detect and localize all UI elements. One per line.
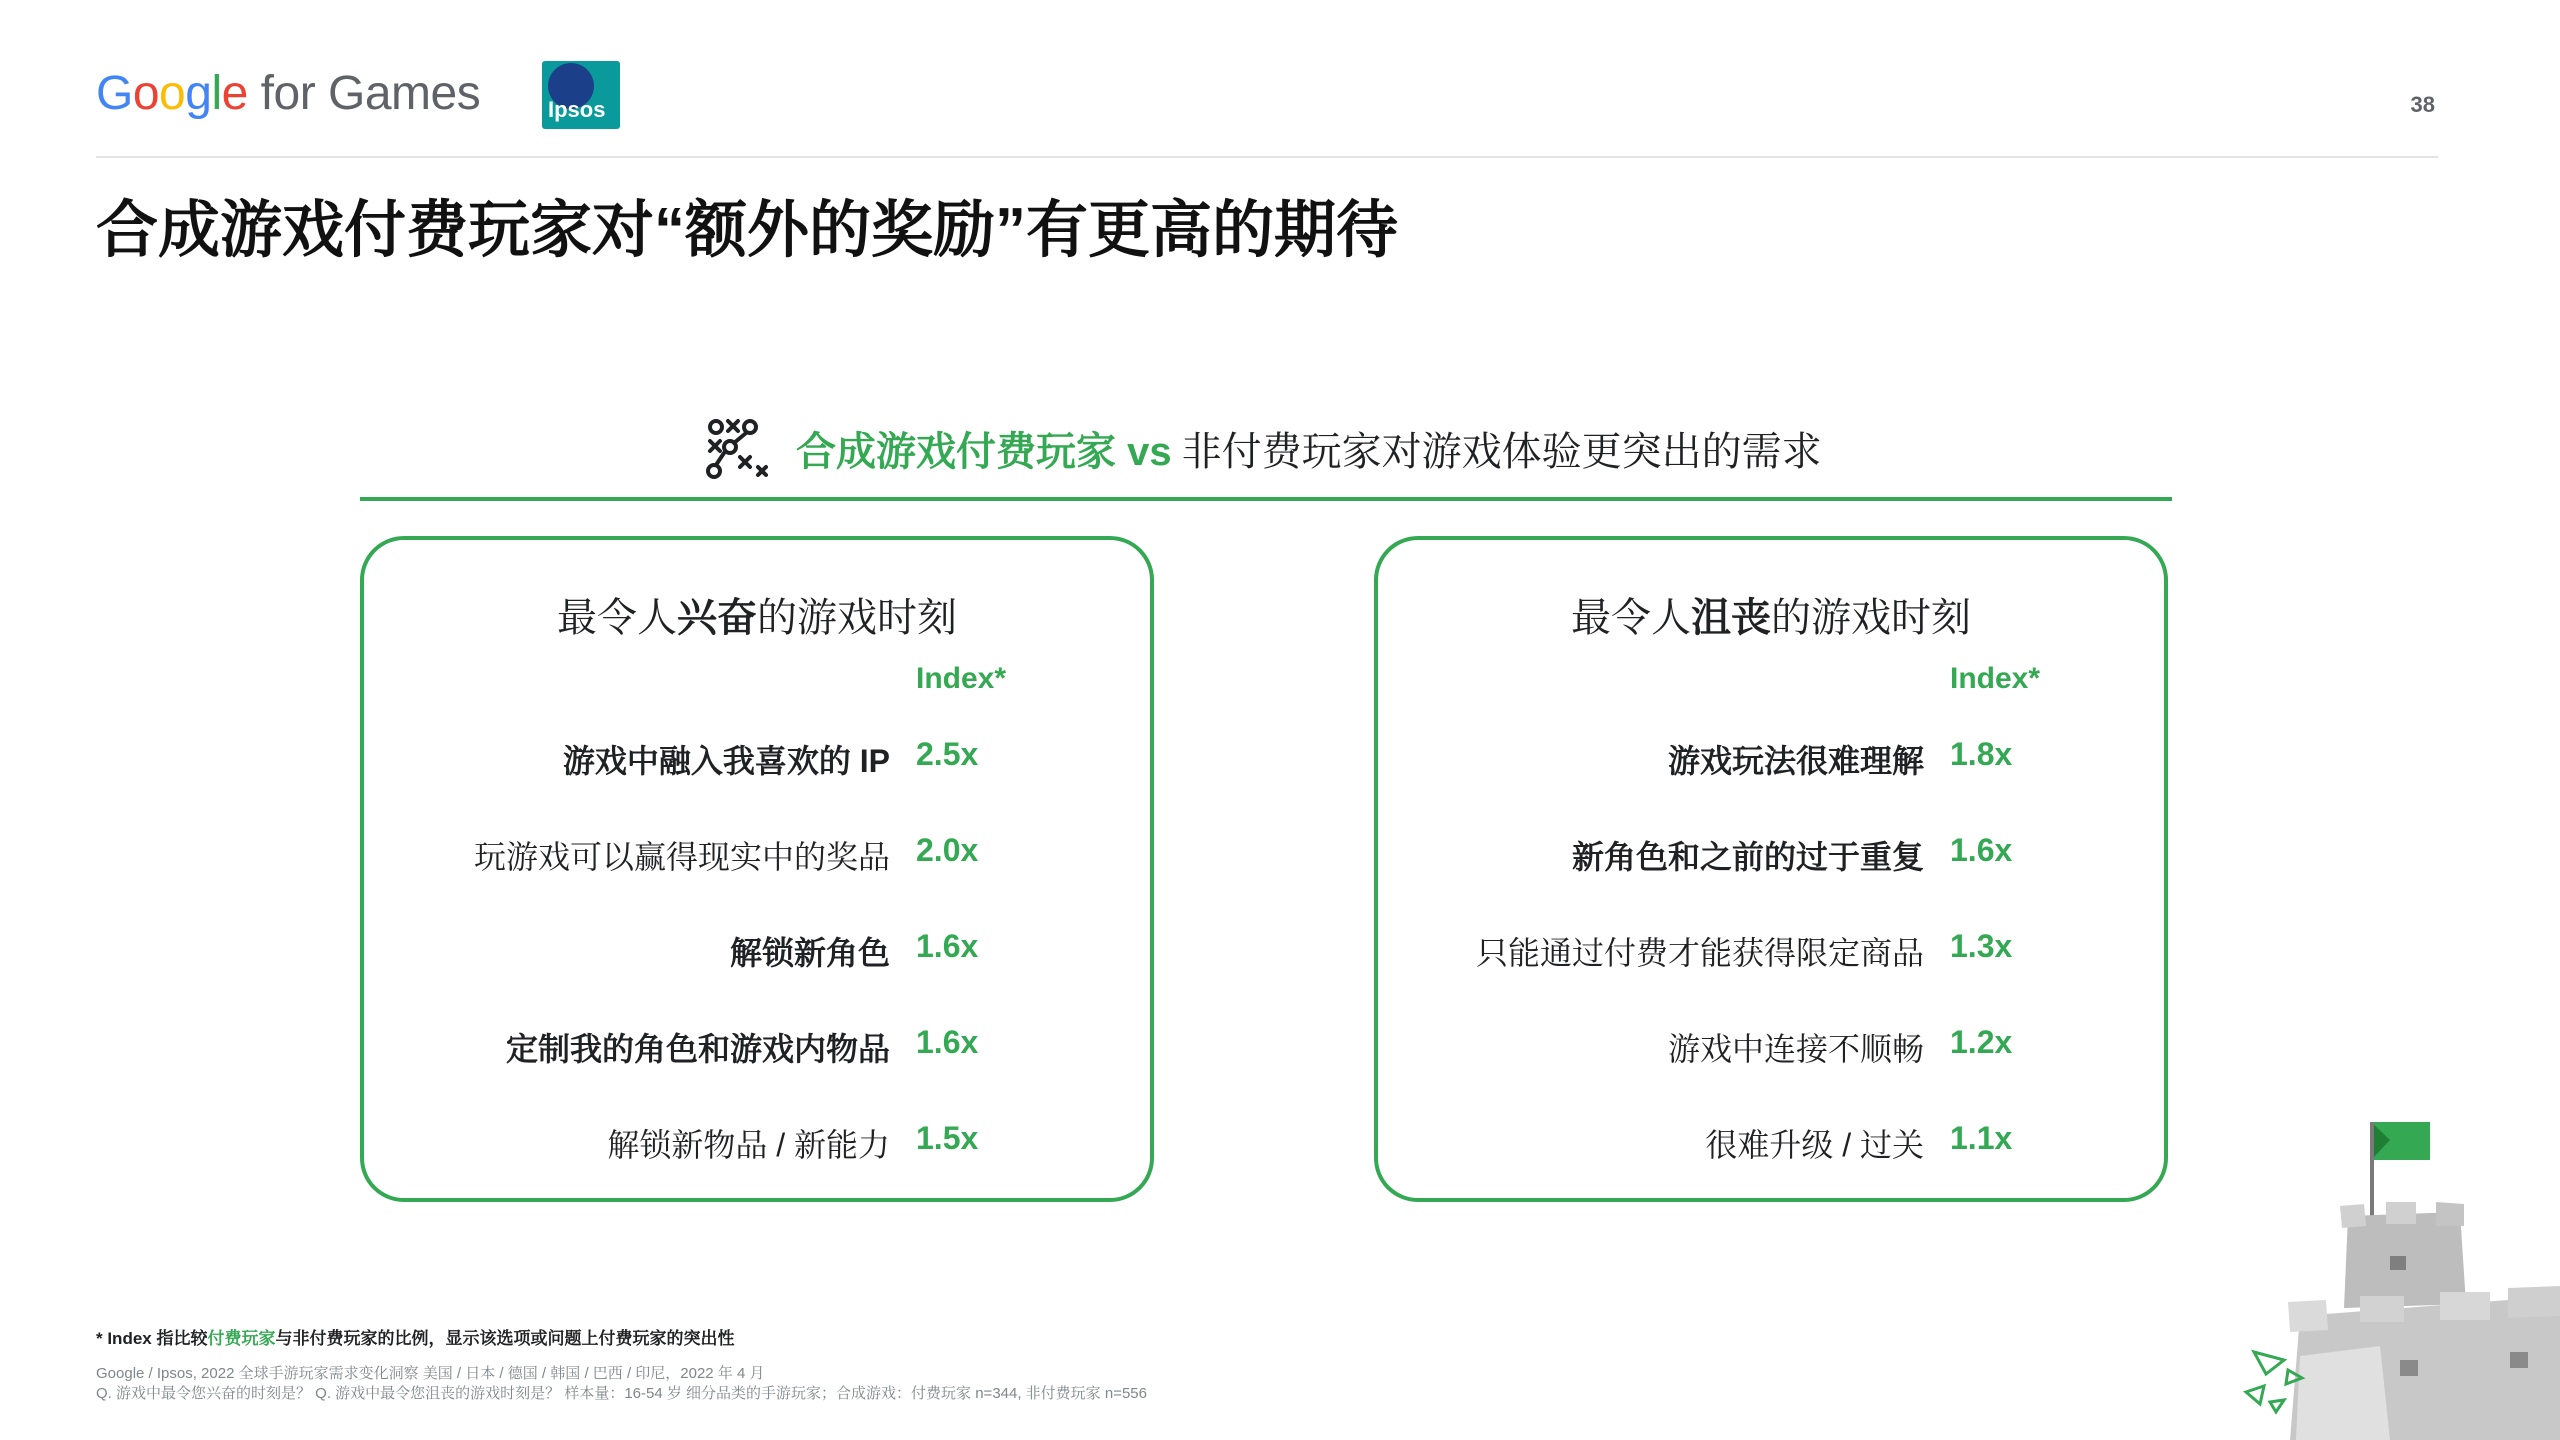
card-title bbox=[1378, 586, 2164, 643]
row-label: 游戏玩法很难理解 bbox=[1667, 743, 1924, 779]
row-index-value: 2.0x bbox=[916, 832, 979, 868]
logo-letter: g bbox=[185, 67, 212, 120]
row-label: 解锁新物品 / 新能力 bbox=[607, 1127, 890, 1163]
card-title bbox=[364, 586, 1150, 643]
question-note: Q. 游戏中最令您兴奋的时刻是？ Q. 游戏中最令您沮丧的游戏时刻是？ 样本量：16-54 岁 细分品类的手游玩家；合成游戏：付费玩家 n=344, 非付费玩家 n=556 bbox=[96, 1385, 1147, 1402]
card-title-emphasis: 兴奋 bbox=[677, 596, 757, 640]
row-label: 很难升级 / 过关 bbox=[1705, 1127, 1924, 1163]
exciting-moments-card bbox=[360, 536, 1154, 1202]
logo-letter: G bbox=[96, 67, 133, 120]
logo-letter: o bbox=[159, 67, 186, 120]
row-index-value: 1.6x bbox=[1950, 832, 2013, 868]
section-subheading bbox=[706, 418, 1822, 478]
footnote-prefix: * Index 指比较 bbox=[96, 1329, 208, 1348]
subheading-text: 非付费玩家对游戏体验更突出的需求 bbox=[1181, 429, 1822, 474]
index-column-header: Index* bbox=[1950, 662, 2041, 695]
row-label: 解锁新角色 bbox=[729, 935, 890, 971]
source-note: Google / Ipsos, 2022 全球手游玩家需求变化洞察 美国 / 日本 / 德国 / 韩国 / 巴西 / 印尼，2022 年 4 月 bbox=[96, 1365, 765, 1382]
row-label: 玩游戏可以赢得现实中的奖品 bbox=[473, 839, 890, 875]
logo-suffix: for Games bbox=[247, 67, 481, 120]
index-footnote bbox=[96, 1324, 734, 1349]
page-number: 38 bbox=[2410, 92, 2435, 117]
row-index-value: 1.1x bbox=[1950, 1120, 2013, 1156]
row-index-value: 1.2x bbox=[1950, 1024, 2013, 1060]
logo-letter: l bbox=[211, 67, 222, 120]
logo-letter: e bbox=[221, 67, 248, 120]
row-index-value: 1.6x bbox=[916, 1024, 979, 1060]
logo-letter: o bbox=[132, 67, 160, 120]
google-for-games-logo bbox=[96, 66, 480, 121]
footnote-suffix: 与非付费玩家的比例，显示该选项或问题上付费玩家的突出性 bbox=[275, 1329, 735, 1348]
row-index-value: 2.5x bbox=[916, 736, 979, 772]
row-index-value: 1.6x bbox=[916, 928, 979, 964]
row-label: 定制我的角色和游戏内物品 bbox=[505, 1031, 890, 1067]
page-title: 合成游戏付费玩家对“额外的奖励”有更高的期待 bbox=[96, 196, 1399, 265]
castle-flag-illustration bbox=[2240, 1116, 2560, 1440]
row-label: 只能通过付费才能获得限定商品 bbox=[1475, 935, 1924, 971]
row-label: 游戏中融入我喜欢的 IP bbox=[562, 743, 890, 779]
card-title-prefix: 最令人 bbox=[557, 596, 677, 640]
ipsos-logo-text: Ipsos bbox=[548, 97, 606, 122]
footnote-highlight: 付费玩家 bbox=[207, 1329, 276, 1348]
ipsos-logo bbox=[542, 61, 620, 129]
row-label: 新角色和之前的过于重复 bbox=[1571, 839, 1924, 875]
subheading-underline bbox=[360, 497, 2172, 501]
card-title-suffix: 的游戏时刻 bbox=[757, 596, 957, 640]
row-index-value: 1.8x bbox=[1950, 736, 2013, 772]
header-divider bbox=[96, 156, 2438, 158]
card-title-emphasis: 沮丧 bbox=[1691, 596, 1771, 640]
row-index-value: 1.5x bbox=[916, 1120, 979, 1156]
index-column-header: Index* bbox=[916, 662, 1007, 695]
subheading-highlight: 合成游戏付费玩家 vs bbox=[796, 429, 1172, 474]
row-index-value: 1.3x bbox=[1950, 928, 2013, 964]
row-label: 游戏中连接不顺畅 bbox=[1667, 1031, 1924, 1067]
strategy-play-icon bbox=[706, 417, 768, 479]
frustrating-moments-card bbox=[1374, 536, 2168, 1202]
card-title-suffix: 的游戏时刻 bbox=[1771, 596, 1971, 640]
card-title-prefix: 最令人 bbox=[1571, 596, 1691, 640]
